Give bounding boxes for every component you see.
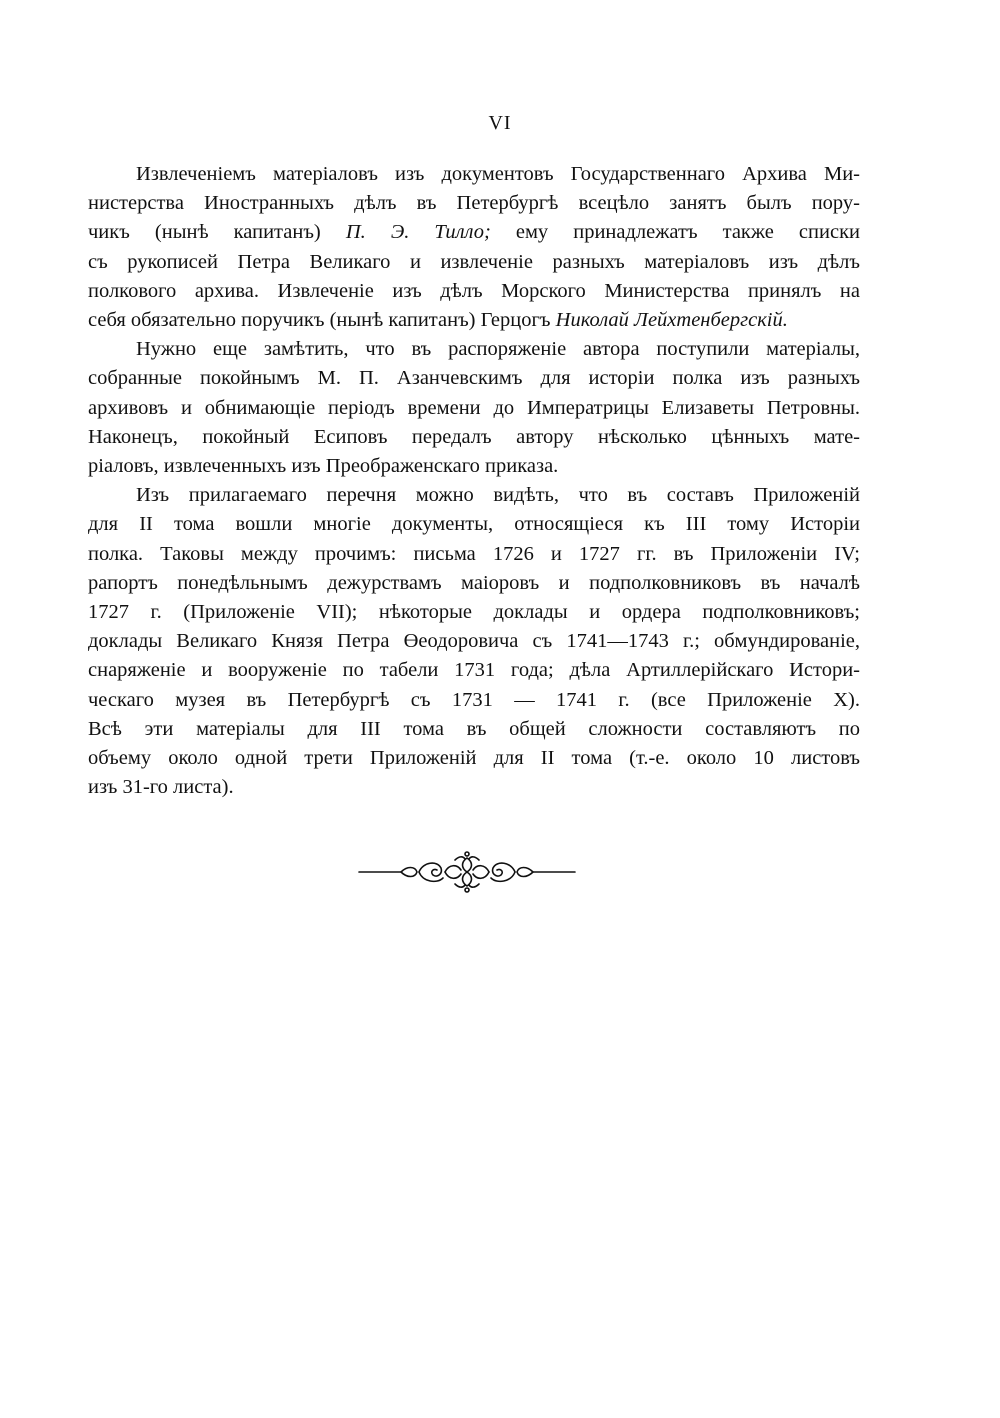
text-line: [88, 423, 860, 452]
text-segment: 1727 г. (Приложеніе VII); нѣкоторые доклады и ордера подполковниковъ;: [88, 601, 860, 624]
text-line: [88, 277, 860, 306]
text-line: [88, 189, 860, 218]
text-line: [88, 160, 860, 189]
paragraph: [88, 335, 860, 481]
text-line: [88, 394, 860, 423]
page-number: VI: [488, 112, 512, 134]
text-segment: Извлеченіемъ матеріаловъ изъ документовъ Государственнаго Архива Ми-: [136, 163, 860, 185]
text-line: [88, 715, 860, 744]
text-line: [88, 335, 860, 364]
text-segment: ческаго музея въ Петербургѣ съ 1731 — 1741 г. (все Приложеніе X).: [88, 688, 860, 711]
text-segment: Изъ прилагаемаго перечня можно видѣть, что въ составъ Приложеній: [136, 484, 860, 507]
text-line: [88, 569, 860, 598]
text-segment: Нужно еще замѣтить, что въ распоряженіе автора поступили матеріалы,: [136, 338, 860, 361]
text-line: [88, 744, 860, 773]
text-line: [88, 364, 860, 393]
text-segment: полкового архива. Извлеченіе изъ дѣлъ Морского Министерства принялъ на: [88, 279, 860, 302]
text-segment: для II тома вошли многіе документы, относящіеся къ III тому Исторіи: [88, 513, 860, 536]
text-segment: чикъ (нынѣ капитанъ): [88, 221, 346, 244]
text-line: [88, 540, 860, 569]
text-segment: объему около одной трети Приложеній для II тома (т.-е. около 10 листовъ: [88, 747, 860, 770]
text-line: [88, 481, 860, 510]
text-segment: ріаловъ, извлеченныхъ изъ Преображенскаго приказа.: [88, 455, 559, 478]
text-line: [88, 627, 860, 656]
text-segment: Наконецъ, покойный Есиповъ передалъ автору нѣсколько цѣнныхъ мате-: [88, 425, 860, 448]
text-segment: себя обязательно поручикъ (нынѣ капитанъ) Герцогъ: [88, 309, 556, 332]
italic-name: Николай Лейхтенбергскій.: [555, 309, 788, 332]
text-segment: доклады Великаго Князя Петра Өеодоровича съ 1741—1743 г.; обмундированіе,: [88, 630, 860, 653]
text-line: [88, 218, 860, 247]
text-segment: собранные покойнымъ М. П. Азанчевскимъ для исторіи полка изъ разныхъ: [88, 367, 860, 390]
text-line: [88, 306, 860, 335]
text-line: [88, 598, 860, 627]
text-segment: архивовъ и обнимающіе періодъ времени до Императрицы Елизаветы Петровны.: [88, 396, 860, 419]
text-line: [88, 510, 860, 539]
text-segment: Всѣ эти матеріалы для III тома въ общей сложности составляютъ по: [88, 717, 860, 740]
text-segment: съ рукописей Петра Великаго и извлеченіе разныхъ матеріаловъ изъ дѣлъ: [88, 250, 860, 273]
ornament-divider-icon: [357, 848, 577, 896]
text-segment: снаряженіе и вооруженіе по табели 1731 года; дѣла Артиллерійскаго Истори-: [88, 659, 860, 682]
text-segment: рапортъ понедѣльнымъ дежурствамъ маіоровъ и подполковниковъ въ началѣ: [88, 571, 860, 594]
paragraph: [88, 481, 860, 802]
paragraph: [88, 160, 860, 335]
text-segment: изъ 31-го листа).: [88, 776, 234, 799]
text-segment: ему принадлежатъ также списки: [490, 221, 861, 244]
text-line: [88, 248, 860, 277]
body-text: [88, 160, 860, 802]
text-segment: нистерства Иностранныхъ дѣлъ въ Петербургѣ всецѣло занятъ былъ пору-: [88, 192, 860, 215]
italic-name: П. Э. Тилло;: [345, 221, 491, 244]
text-line: [88, 686, 860, 715]
text-segment: полка. Таковы между прочимъ: письма 1726 и 1727 гг. въ Приложеніи IV;: [88, 542, 860, 565]
text-line: [88, 656, 860, 685]
text-line: [88, 773, 860, 802]
text-line: [88, 452, 860, 481]
